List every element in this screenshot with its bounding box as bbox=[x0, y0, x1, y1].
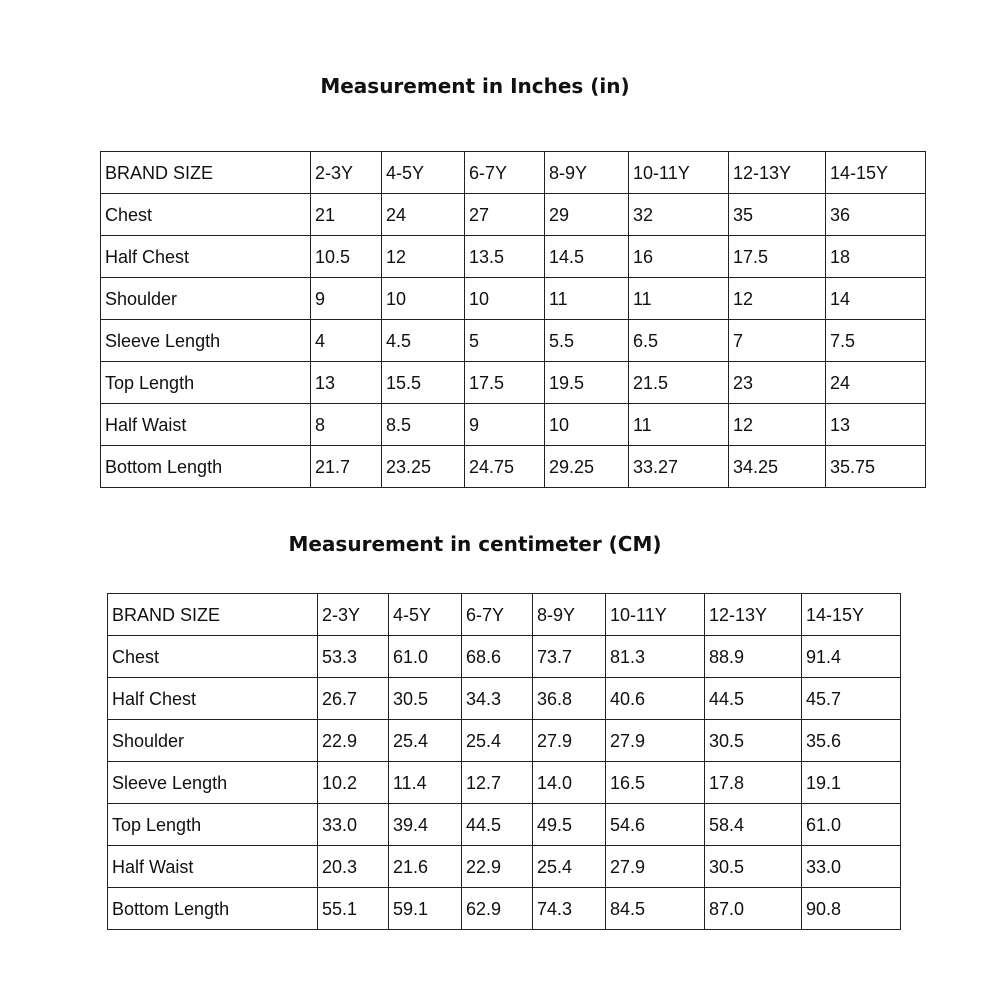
value-cell: 29 bbox=[545, 194, 629, 236]
value-cell: 7 bbox=[729, 320, 826, 362]
value-cell: 19.5 bbox=[545, 362, 629, 404]
row-label-cell: Half Waist bbox=[101, 404, 311, 446]
value-cell: 39.4 bbox=[389, 804, 462, 846]
table-row bbox=[101, 320, 926, 362]
value-cell: 44.5 bbox=[462, 804, 533, 846]
value-cell: 21.5 bbox=[629, 362, 729, 404]
value-cell: 11.4 bbox=[389, 762, 462, 804]
value-cell: 24.75 bbox=[465, 446, 545, 488]
value-cell: 8 bbox=[311, 404, 382, 446]
value-cell: 11 bbox=[629, 278, 729, 320]
table-row bbox=[108, 846, 901, 888]
value-cell: 21 bbox=[311, 194, 382, 236]
value-cell: 40.6 bbox=[606, 678, 705, 720]
value-cell: 27.9 bbox=[533, 720, 606, 762]
value-cell: 91.4 bbox=[802, 636, 901, 678]
value-cell: 29.25 bbox=[545, 446, 629, 488]
row-label-cell: Bottom Length bbox=[101, 446, 311, 488]
value-cell: 12.7 bbox=[462, 762, 533, 804]
header-cell: 8-9Y bbox=[545, 152, 629, 194]
row-label-cell: Half Chest bbox=[108, 678, 318, 720]
value-cell: 58.4 bbox=[705, 804, 802, 846]
value-cell: 25.4 bbox=[462, 720, 533, 762]
value-cell: 5 bbox=[465, 320, 545, 362]
row-label-cell: Top Length bbox=[101, 362, 311, 404]
value-cell: 14 bbox=[826, 278, 926, 320]
row-label-cell: Shoulder bbox=[101, 278, 311, 320]
table-row bbox=[101, 194, 926, 236]
table-row bbox=[108, 720, 901, 762]
value-cell: 55.1 bbox=[318, 888, 389, 930]
value-cell: 33.27 bbox=[629, 446, 729, 488]
value-cell: 17.5 bbox=[465, 362, 545, 404]
value-cell: 30.5 bbox=[705, 720, 802, 762]
value-cell: 35.75 bbox=[826, 446, 926, 488]
value-cell: 25.4 bbox=[389, 720, 462, 762]
value-cell: 20.3 bbox=[318, 846, 389, 888]
value-cell: 44.5 bbox=[705, 678, 802, 720]
value-cell: 7.5 bbox=[826, 320, 926, 362]
value-cell: 33.0 bbox=[318, 804, 389, 846]
table-row bbox=[108, 678, 901, 720]
table-row bbox=[108, 762, 901, 804]
value-cell: 12 bbox=[729, 404, 826, 446]
header-cell: 2-3Y bbox=[318, 594, 389, 636]
value-cell: 34.3 bbox=[462, 678, 533, 720]
value-cell: 45.7 bbox=[802, 678, 901, 720]
value-cell: 14.5 bbox=[545, 236, 629, 278]
row-label-cell: Top Length bbox=[108, 804, 318, 846]
value-cell: 23 bbox=[729, 362, 826, 404]
header-cell: 2-3Y bbox=[311, 152, 382, 194]
header-cell: BRAND SIZE bbox=[108, 594, 318, 636]
value-cell: 14.0 bbox=[533, 762, 606, 804]
value-cell: 11 bbox=[545, 278, 629, 320]
table-row bbox=[108, 636, 901, 678]
value-cell: 17.8 bbox=[705, 762, 802, 804]
value-cell: 27.9 bbox=[606, 846, 705, 888]
header-cell: BRAND SIZE bbox=[101, 152, 311, 194]
value-cell: 81.3 bbox=[606, 636, 705, 678]
value-cell: 68.6 bbox=[462, 636, 533, 678]
value-cell: 26.7 bbox=[318, 678, 389, 720]
value-cell: 18 bbox=[826, 236, 926, 278]
value-cell: 90.8 bbox=[802, 888, 901, 930]
value-cell: 12 bbox=[382, 236, 465, 278]
header-cell: 12-13Y bbox=[729, 152, 826, 194]
table-header-row bbox=[101, 152, 926, 194]
value-cell: 13 bbox=[311, 362, 382, 404]
table-row bbox=[108, 804, 901, 846]
value-cell: 9 bbox=[311, 278, 382, 320]
row-label-cell: Sleeve Length bbox=[101, 320, 311, 362]
value-cell: 54.6 bbox=[606, 804, 705, 846]
value-cell: 25.4 bbox=[533, 846, 606, 888]
row-label-cell: Half Chest bbox=[101, 236, 311, 278]
inches-table-title: Measurement in Inches (in) bbox=[320, 74, 630, 98]
value-cell: 27.9 bbox=[606, 720, 705, 762]
row-label-cell: Half Waist bbox=[108, 846, 318, 888]
row-label-cell: Chest bbox=[101, 194, 311, 236]
value-cell: 59.1 bbox=[389, 888, 462, 930]
value-cell: 13.5 bbox=[465, 236, 545, 278]
value-cell: 12 bbox=[729, 278, 826, 320]
value-cell: 24 bbox=[382, 194, 465, 236]
value-cell: 49.5 bbox=[533, 804, 606, 846]
table-header-row bbox=[108, 594, 901, 636]
header-cell: 6-7Y bbox=[462, 594, 533, 636]
value-cell: 30.5 bbox=[705, 846, 802, 888]
value-cell: 21.7 bbox=[311, 446, 382, 488]
value-cell: 13 bbox=[826, 404, 926, 446]
value-cell: 84.5 bbox=[606, 888, 705, 930]
centimeters-table-title: Measurement in centimeter (CM) bbox=[288, 532, 662, 556]
value-cell: 73.7 bbox=[533, 636, 606, 678]
header-cell: 4-5Y bbox=[389, 594, 462, 636]
value-cell: 8.5 bbox=[382, 404, 465, 446]
table-row bbox=[101, 362, 926, 404]
value-cell: 30.5 bbox=[389, 678, 462, 720]
value-cell: 4.5 bbox=[382, 320, 465, 362]
value-cell: 10 bbox=[545, 404, 629, 446]
value-cell: 22.9 bbox=[318, 720, 389, 762]
value-cell: 21.6 bbox=[389, 846, 462, 888]
value-cell: 10 bbox=[465, 278, 545, 320]
value-cell: 35.6 bbox=[802, 720, 901, 762]
header-cell: 14-15Y bbox=[802, 594, 901, 636]
table-row bbox=[101, 404, 926, 446]
value-cell: 87.0 bbox=[705, 888, 802, 930]
value-cell: 36.8 bbox=[533, 678, 606, 720]
value-cell: 61.0 bbox=[802, 804, 901, 846]
value-cell: 9 bbox=[465, 404, 545, 446]
table-row bbox=[101, 278, 926, 320]
value-cell: 10 bbox=[382, 278, 465, 320]
header-cell: 4-5Y bbox=[382, 152, 465, 194]
value-cell: 88.9 bbox=[705, 636, 802, 678]
value-cell: 19.1 bbox=[802, 762, 901, 804]
value-cell: 33.0 bbox=[802, 846, 901, 888]
table-row bbox=[101, 236, 926, 278]
value-cell: 53.3 bbox=[318, 636, 389, 678]
value-cell: 11 bbox=[629, 404, 729, 446]
header-cell: 12-13Y bbox=[705, 594, 802, 636]
value-cell: 10.5 bbox=[311, 236, 382, 278]
value-cell: 17.5 bbox=[729, 236, 826, 278]
value-cell: 36 bbox=[826, 194, 926, 236]
inches-size-table bbox=[100, 151, 926, 488]
value-cell: 15.5 bbox=[382, 362, 465, 404]
row-label-cell: Shoulder bbox=[108, 720, 318, 762]
table-row bbox=[101, 446, 926, 488]
value-cell: 4 bbox=[311, 320, 382, 362]
value-cell: 62.9 bbox=[462, 888, 533, 930]
value-cell: 27 bbox=[465, 194, 545, 236]
value-cell: 35 bbox=[729, 194, 826, 236]
centimeters-size-table bbox=[107, 593, 901, 930]
value-cell: 24 bbox=[826, 362, 926, 404]
table-row bbox=[108, 888, 901, 930]
value-cell: 5.5 bbox=[545, 320, 629, 362]
header-cell: 8-9Y bbox=[533, 594, 606, 636]
value-cell: 16.5 bbox=[606, 762, 705, 804]
row-label-cell: Sleeve Length bbox=[108, 762, 318, 804]
value-cell: 61.0 bbox=[389, 636, 462, 678]
value-cell: 16 bbox=[629, 236, 729, 278]
row-label-cell: Chest bbox=[108, 636, 318, 678]
header-cell: 6-7Y bbox=[465, 152, 545, 194]
header-cell: 10-11Y bbox=[629, 152, 729, 194]
value-cell: 32 bbox=[629, 194, 729, 236]
value-cell: 34.25 bbox=[729, 446, 826, 488]
value-cell: 74.3 bbox=[533, 888, 606, 930]
value-cell: 10.2 bbox=[318, 762, 389, 804]
value-cell: 22.9 bbox=[462, 846, 533, 888]
value-cell: 6.5 bbox=[629, 320, 729, 362]
header-cell: 14-15Y bbox=[826, 152, 926, 194]
value-cell: 23.25 bbox=[382, 446, 465, 488]
header-cell: 10-11Y bbox=[606, 594, 705, 636]
row-label-cell: Bottom Length bbox=[108, 888, 318, 930]
